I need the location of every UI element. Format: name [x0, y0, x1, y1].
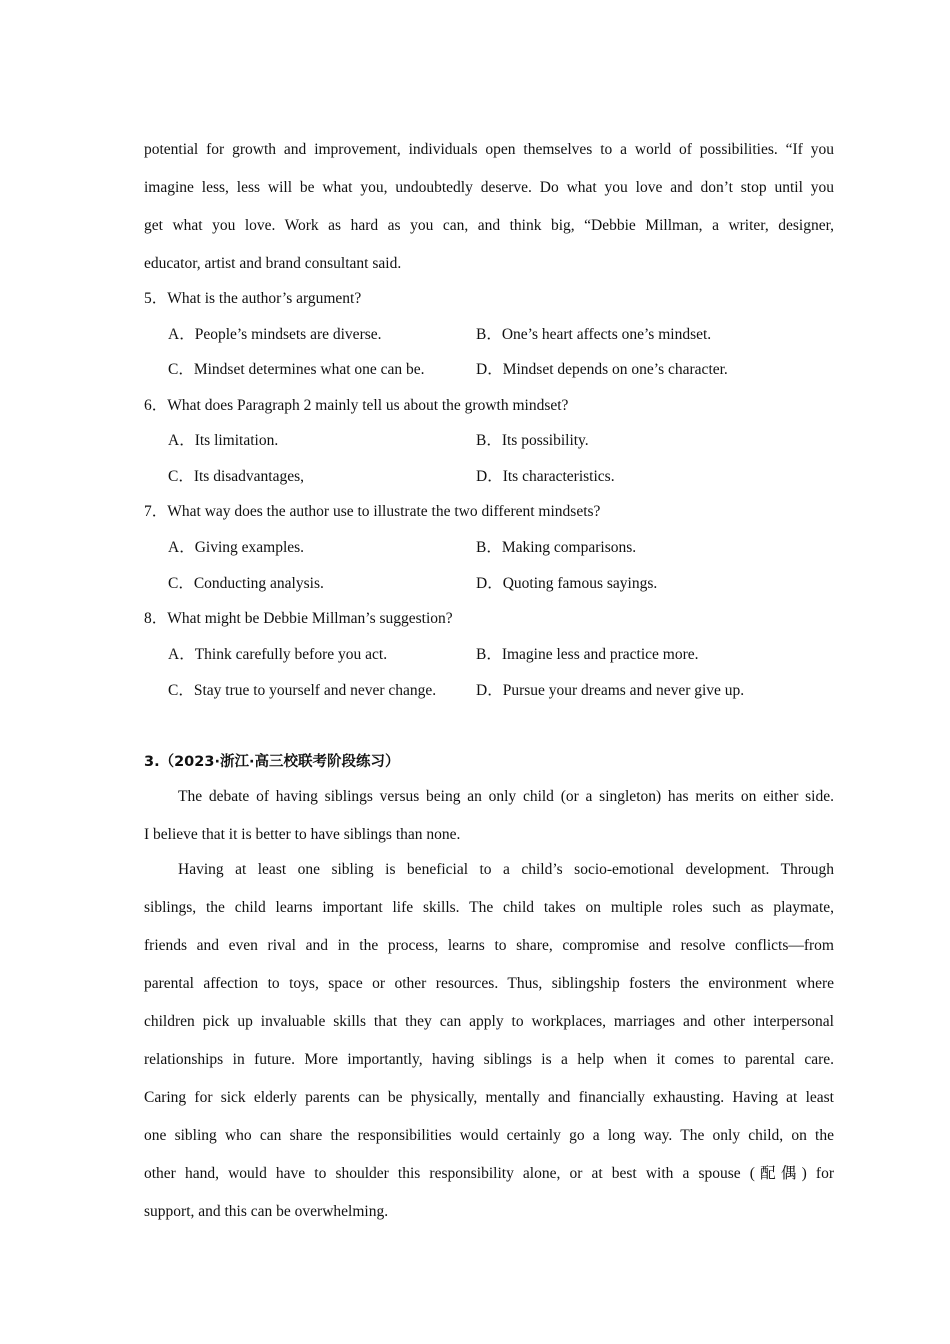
question-8-option-b: B．Imagine less and practice more. — [476, 646, 699, 663]
question-6-option-d: D．Its characteristics. — [476, 468, 615, 485]
section-3-para-2-line: support, and this can be overwhelming. — [144, 1203, 389, 1220]
section-3-para-2-line: friends and even rival and in the process, learns to share, compromise and resolve conflicts—from — [144, 937, 834, 954]
passage-line: imagine less, less will be what you, undoubtedly deserve. Do what you love and don’t stop until you — [144, 179, 834, 196]
section-3-heading: 3.（2023·浙江·高三校联考阶段练习） — [144, 754, 400, 770]
question-5-option-c: C．Mindset determines what one can be. — [168, 361, 425, 378]
question-7-stem: 7．What way does the author use to illustrate the two different mindsets? — [144, 503, 601, 520]
question-7-option-d: D．Quoting famous sayings. — [476, 575, 658, 592]
question-5-stem: 5．What is the author’s argument? — [144, 290, 362, 307]
section-3-para-2-line: siblings, the child learns important life skills. The child takes on multiple roles such as playmate, — [144, 899, 834, 916]
passage-line: get what you love. Work as hard as you can, and think big, “Debbie Millman, a writer, designer, — [144, 217, 834, 234]
question-6-stem: 6．What does Paragraph 2 mainly tell us about the growth mindset? — [144, 397, 569, 414]
section-3-para-2-line: one sibling who can share the responsibilities would certainly go a long way. The only child, on the — [144, 1127, 834, 1144]
section-3-para-2-line: children pick up invaluable skills that they can apply to workplaces, marriages and other interpersonal — [144, 1013, 834, 1030]
question-8-option-d: D．Pursue your dreams and never give up. — [476, 682, 745, 699]
question-8-option-c: C．Stay true to yourself and never change. — [168, 682, 437, 699]
question-5-option-d: D．Mindset depends on one’s character. — [476, 361, 728, 378]
section-3-para-2-line: Caring for sick elderly parents can be physically, mentally and financially exhausting. Having at least — [144, 1089, 834, 1106]
question-5-option-a: A．People’s mindsets are diverse. — [168, 326, 382, 343]
section-3-para-2-line: other hand, would have to shoulder this responsibility alone, or at best with a spouse (配偶) for — [144, 1165, 834, 1182]
passage-line: educator, artist and brand consultant said. — [144, 255, 402, 272]
question-7-option-c: C．Conducting analysis. — [168, 575, 324, 592]
question-8-option-a: A．Think carefully before you act. — [168, 646, 388, 663]
section-3-para-2-line: parental affection to toys, space or other resources. Thus, siblingship fosters the environment where — [144, 975, 834, 992]
passage-line: potential for growth and improvement, individuals open themselves to a world of possibilities. “If you — [144, 141, 834, 158]
question-6-option-a: A．Its limitation. — [168, 432, 279, 449]
question-7-option-a: A．Giving examples. — [168, 539, 305, 556]
question-6-option-c: C．Its disadvantages, — [168, 468, 305, 485]
section-3-para-2-line: Having at least one sibling is beneficial to a child’s socio-emotional development. Through — [178, 861, 834, 878]
section-3-para-2-line: relationships in future. More importantly, having siblings is a help when it comes to parental care. — [144, 1051, 834, 1068]
question-8-stem: 8．What might be Debbie Millman’s suggestion? — [144, 610, 453, 627]
question-6-option-b: B．Its possibility. — [476, 432, 589, 449]
section-3-para-1-line: I believe that it is better to have siblings than none. — [144, 826, 461, 843]
question-7-option-b: B．Making comparisons. — [476, 539, 637, 556]
section-3-para-1-line: The debate of having siblings versus being an only child (or a singleton) has merits on either side. — [178, 788, 834, 805]
question-5-option-b: B．One’s heart affects one’s mindset. — [476, 326, 712, 343]
